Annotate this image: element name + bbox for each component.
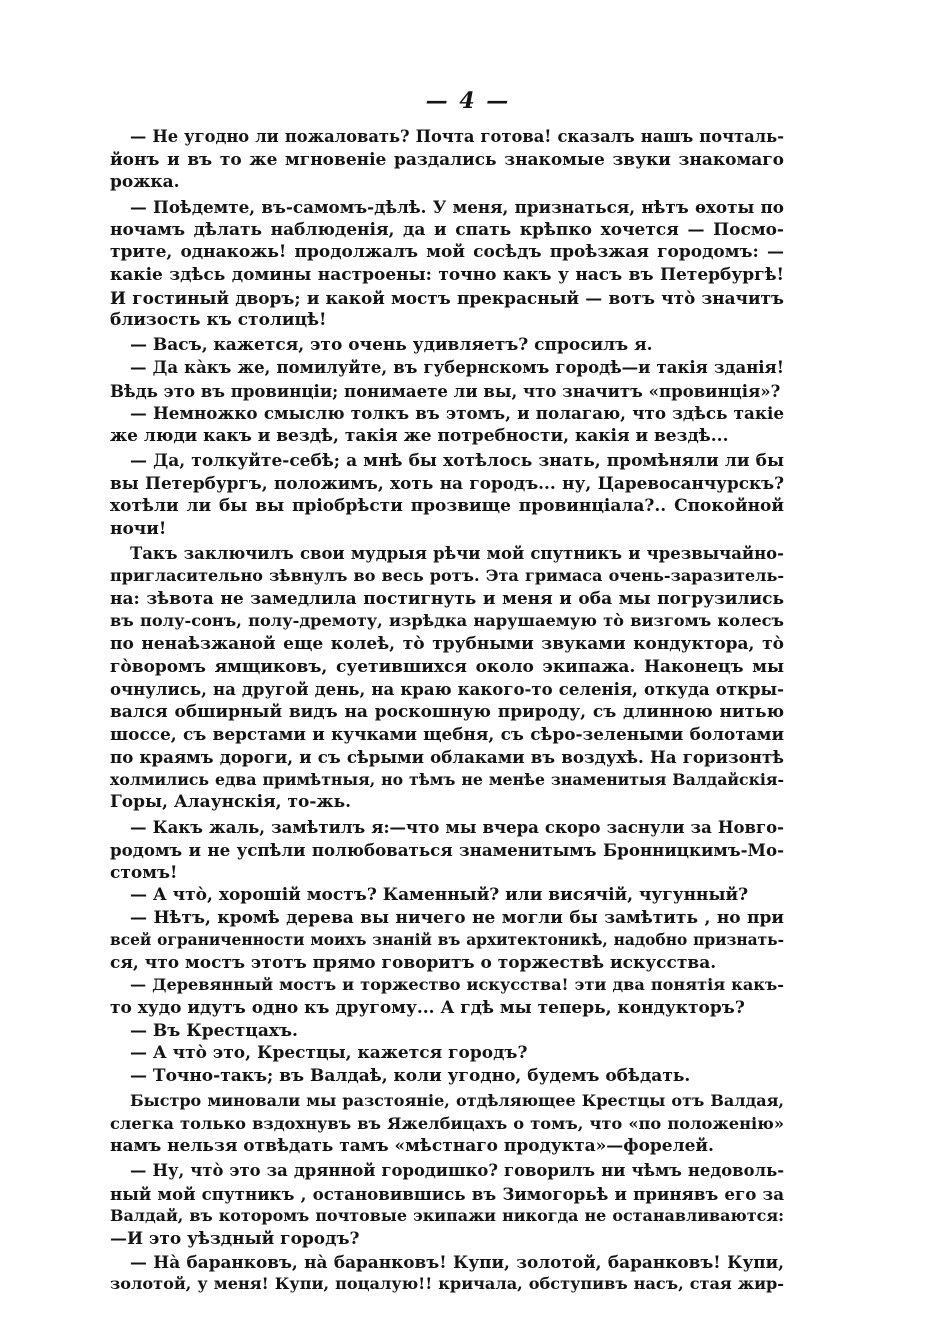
text-line: рожка.: [110, 172, 180, 193]
text-line: золотой, у меня! Купи, поцалую!! кричала, обступивъ насъ, стая жир-: [110, 1274, 784, 1294]
text-line: Быстро миновали мы разстояніе, отдѣляющее Крестцы отъ Валдая,: [130, 1090, 784, 1110]
text-line: очнулись, на другой день, на краю какого-то селенія, откуда откры-: [110, 679, 784, 700]
text-line: родомъ и не успѣли полюбоваться знаменитымъ Бронницкимъ-Мо-: [110, 839, 784, 860]
text-line: шоссе, съ верстами и кучками щебня, съ сѣро-зелеными болотами: [110, 724, 784, 745]
text-line: же люди какъ и вездѣ, такія же потребности, какія и вездѣ...: [110, 425, 729, 446]
text-line: —И это уѣздный городъ?: [110, 1229, 360, 1249]
text-line: — Какъ жаль, замѣтилъ я:—что мы вчера скоро заснули за Новго-: [130, 817, 784, 838]
text-line: — Точно-такъ; въ Валдаѣ, коли угодно, будемъ обѣдать.: [130, 1065, 691, 1086]
text-line: по ненаѣзжаной еще колеѣ, то̀ трубными звуками кондуктора, то̀: [110, 634, 784, 655]
text-line: Такъ заключилъ свои мудрыя рѣчи мой спутникъ и чрезвычайно-: [130, 543, 784, 563]
text-line: близость къ столицѣ!: [110, 310, 327, 331]
text-line: Горы, Алаунскія, то-жь.: [110, 792, 352, 813]
text-line: Вѣдь это въ провинціи; понимаете ли вы, что значитъ «провинція»?: [110, 380, 781, 401]
text-line: намъ нельзя отвѣдать тамъ «мѣстнаго продукта»—форелей.: [110, 1136, 714, 1157]
text-line: — Васъ, кажется, это очень удивляетъ? спросилъ я.: [130, 335, 653, 356]
text-line: — А что̀ это, Крестцы, кажется городъ?: [130, 1043, 528, 1064]
text-line: Валдай, въ которомъ почтовые экипажи никогда не останавливаются:: [110, 1206, 784, 1226]
text-line: — Да ка̀къ же, помилуйте, въ губернскомъ городѣ—и такія зданія!: [130, 357, 784, 377]
text-line: — Поѣдемте, въ-самомъ-дѣлѣ. У меня, признаться, нѣтъ ѳхоты по: [130, 197, 784, 218]
text-line: го̀воромъ ямщиковъ, суетившихся около экипажа. Наконецъ мы: [110, 656, 784, 677]
text-line: — Деревянный мостъ и торжество искусства! эти два понятія какъ-: [130, 975, 784, 995]
text-line: вы Петербургъ, положимъ, хоть на городъ... ну, Царевосанчурскъ?: [110, 473, 784, 494]
text-line: хотѣли ли бы вы пріобрѣсти прозвище провинціала?.. Спокойной: [110, 496, 784, 516]
text-line: И гостиный дворъ; и какой мостъ прекрасный — вотъ что̀ значитъ: [110, 287, 784, 308]
text-line: — Не угодно ли пожаловать? Почта готова! сказалъ нашъ почталь-: [130, 127, 784, 146]
text-line: слегка только вздохнувъ въ Яжелбицахъ о томъ, что «по положенію»: [110, 1113, 784, 1133]
text-line: — Да, толкуйте-себѣ; а мнѣ бы хотѣлось знать, промѣняли ли бы: [130, 450, 784, 471]
text-line: всей ограниченности моихъ знаній въ архитектоникѣ, надобно признать-: [110, 931, 784, 950]
text-line: трите, однакожь! продолжалъ мой сосѣдъ проѣзжая городомъ: —: [110, 242, 784, 263]
body-text: [110, 126, 784, 1296]
text-line: — Ну, что̀ это за дрянной городишко? говорилъ ни чѣмъ недоволь-: [130, 1161, 784, 1181]
text-line: холмились едва примѣтныя, но тѣмъ не менѣе знаменитыя Валдайскія-: [110, 769, 784, 789]
text-line: — Немножко смыслю толкъ въ этомъ, и полагаю, что здѣсь такіе: [130, 403, 784, 424]
text-line: въ полу-сонъ, полу-дремоту, изрѣдка нарушаемую то̀ визгомъ колесъ: [110, 611, 784, 631]
text-line: — Нѣтъ, кромѣ дерева вы ничего не могли бы замѣтить , но при: [130, 907, 784, 928]
text-line: — Въ Крестцахъ.: [130, 1020, 298, 1041]
text-line: по краямъ дороги, и съ сѣрыми облаками въ воздухѣ. На горизонтѣ: [110, 747, 784, 768]
text-line: — На̀ баранковъ, на̀ баранковъ! Купи, золотой, баранковъ! Купи,: [130, 1251, 784, 1272]
text-line: то худо идутъ одно къ другому... А гдѣ мы теперь, кондукторъ?: [110, 998, 745, 1019]
text-line: — А что̀, хорошій мостъ? Каменный? или висячій, чугунный?: [130, 885, 749, 906]
text-line: йонъ и въ то же мгновеніе раздались знакомые звуки знакомаго: [110, 149, 784, 170]
text-line: ночи!: [110, 518, 167, 539]
page-number: — 4 —: [425, 88, 511, 114]
text-line: стомъ!: [110, 862, 178, 883]
text-line: пригласительно зѣвнулъ во весь ротъ. Эта гримаса очень-заразитель-: [110, 566, 784, 586]
text-line: вался обширный видъ на роскошную природу, съ длинною нитью: [110, 701, 784, 722]
text-line: на: зѣвота не замедлила постигнуть и меня и оба мы погрузились: [110, 588, 784, 609]
text-line: ный мой спутникъ , остановившись въ Зимогорьѣ и принявъ его за: [110, 1183, 784, 1204]
text-line: ся, что мостъ этотъ прямо говоритъ о торжествѣ искусства.: [110, 952, 717, 973]
text-line: ночамъ дѣлать наблюденія, да и спать крѣпко хочется — Посмо-: [110, 219, 784, 240]
text-line: какіе здѣсь домины настроены: точно какъ у насъ въ Петербургѣ!: [110, 265, 784, 286]
